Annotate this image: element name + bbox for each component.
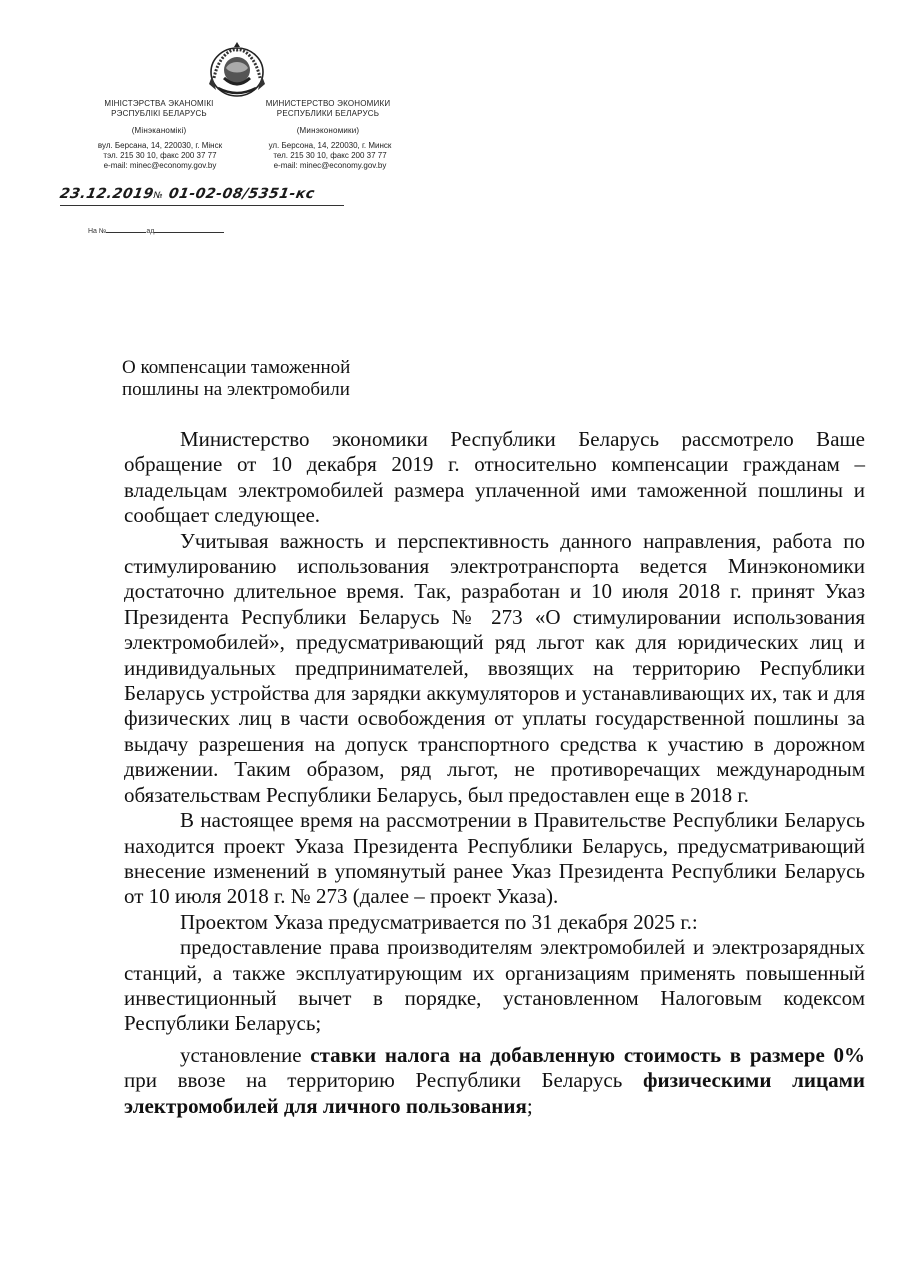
ministry-short-name: (Мінэканомікі) (131, 126, 187, 135)
paragraph: Министерство экономики Республики Беларусь рассмотрело Ваше обращение от 10 декабря 2019 г. относительно компенсации гражданам – владельцам электромобилей размера уплаченной ими таможенной пошлины и сообщает следующее. (124, 427, 865, 528)
paragraph: В настоящее время на рассмотрении в Правительстве Республики Беларусь находится проект Указа Президента Республики Беларусь, предусматривающий внесение изменений в упомянутый ранее Указ Президента Республики Беларусь от 10 июля 2018 г. № 273 (далее – проект Указа). (124, 808, 865, 909)
text-run: ; (526, 1093, 533, 1118)
registration-date: 23.12.2019 (58, 186, 155, 202)
email-line: e-mail: minec@economy.gov.by (273, 161, 387, 170)
ministry-name-belarusian (84, 99, 234, 136)
bold-text-run: ставки налога на добавленную стоимость в размере 0% (310, 1042, 865, 1067)
ministry-short-name: (Минэкономики) (296, 126, 360, 135)
subject-line: О компенсации таможенной (122, 357, 351, 378)
ministry-name-line: РЭСПУБЛІКІ БЕЛАРУСЬ (111, 109, 207, 118)
reference-number-line (88, 226, 224, 235)
text-run: при ввозе на территорию Республики Беларусь (124, 1068, 643, 1093)
registration-index: 01-02-08/5351-кс (167, 186, 317, 202)
ministry-address-belarusian (80, 141, 240, 171)
address-line: ул. Берсона, 14, 220030, г. Минск (268, 141, 392, 150)
belarus-state-emblem-icon (200, 38, 274, 100)
paragraph: Проектом Указа предусматривается по 31 декабря 2025 г.: (180, 909, 698, 934)
ministry-name-line: МІНІСТЭРСТВА ЭКАНОМІКІ (104, 99, 214, 108)
registration-underline (60, 205, 344, 206)
bold-text-run: физическими лицами электромобилей для личного пользования (124, 1068, 865, 1118)
ministry-name-russian (252, 99, 404, 136)
phone-line: тел. 215 30 10, факс 200 37 77 (273, 151, 387, 160)
subject-line: пошлины на электромобили (122, 379, 350, 400)
registration-number (59, 186, 316, 202)
phone-line: тэл. 215 30 10, факс 200 37 77 (103, 151, 217, 160)
reference-label: На № (88, 228, 107, 235)
letter-subject (122, 357, 422, 401)
ministry-address-russian (252, 141, 408, 171)
letter-body (124, 427, 865, 1119)
ministry-name-line: МИНИСТЕРСТВО ЭКОНОМИКИ (265, 99, 391, 108)
paragraph (124, 1043, 865, 1119)
from-label: ад (146, 228, 155, 235)
paragraph: предоставление права производителям электромобилей и электрозарядных станций, а также эксплуатирующим их организациям применять повышенный инвестиционный вычет в порядке, установленном Налоговым кодексом Республики Беларусь; (124, 935, 865, 1036)
text-run: установление (180, 1042, 311, 1067)
address-line: вул. Берсана, 14, 220030, г. Мінск (97, 141, 223, 150)
ministry-name-line: РЕСПУБЛИКИ БЕЛАРУСЬ (276, 109, 380, 118)
number-sign: № (152, 191, 164, 201)
paragraph: Учитывая важность и перспективность данного направления, работа по стимулированию использования электротранспорта ведется Минэкономики достаточно длительное время. Так, разработан и 10 июля 2018 г. принят Указ Президента Республики Беларусь № 273 «О стимулировании использования электромобилей», предусматривающий ряд льгот как для юридических лиц и индивидуальных предпринимателей, ввозящих на территорию Республики Беларусь устройства для зарядки аккумуляторов и устанавливающих их, так и для физических лиц в части освобождения от уплаты государственной пошлины за выдачу разрешения на допуск транспортного средства к участию в дорожном движении. Таким образом, ряд льгот, не противоречащих международным обязательствам Республики Беларусь, был предоставлен еще в 2018 г. (124, 528, 865, 807)
email-line: e-mail: minec@economy.gov.by (103, 161, 217, 170)
